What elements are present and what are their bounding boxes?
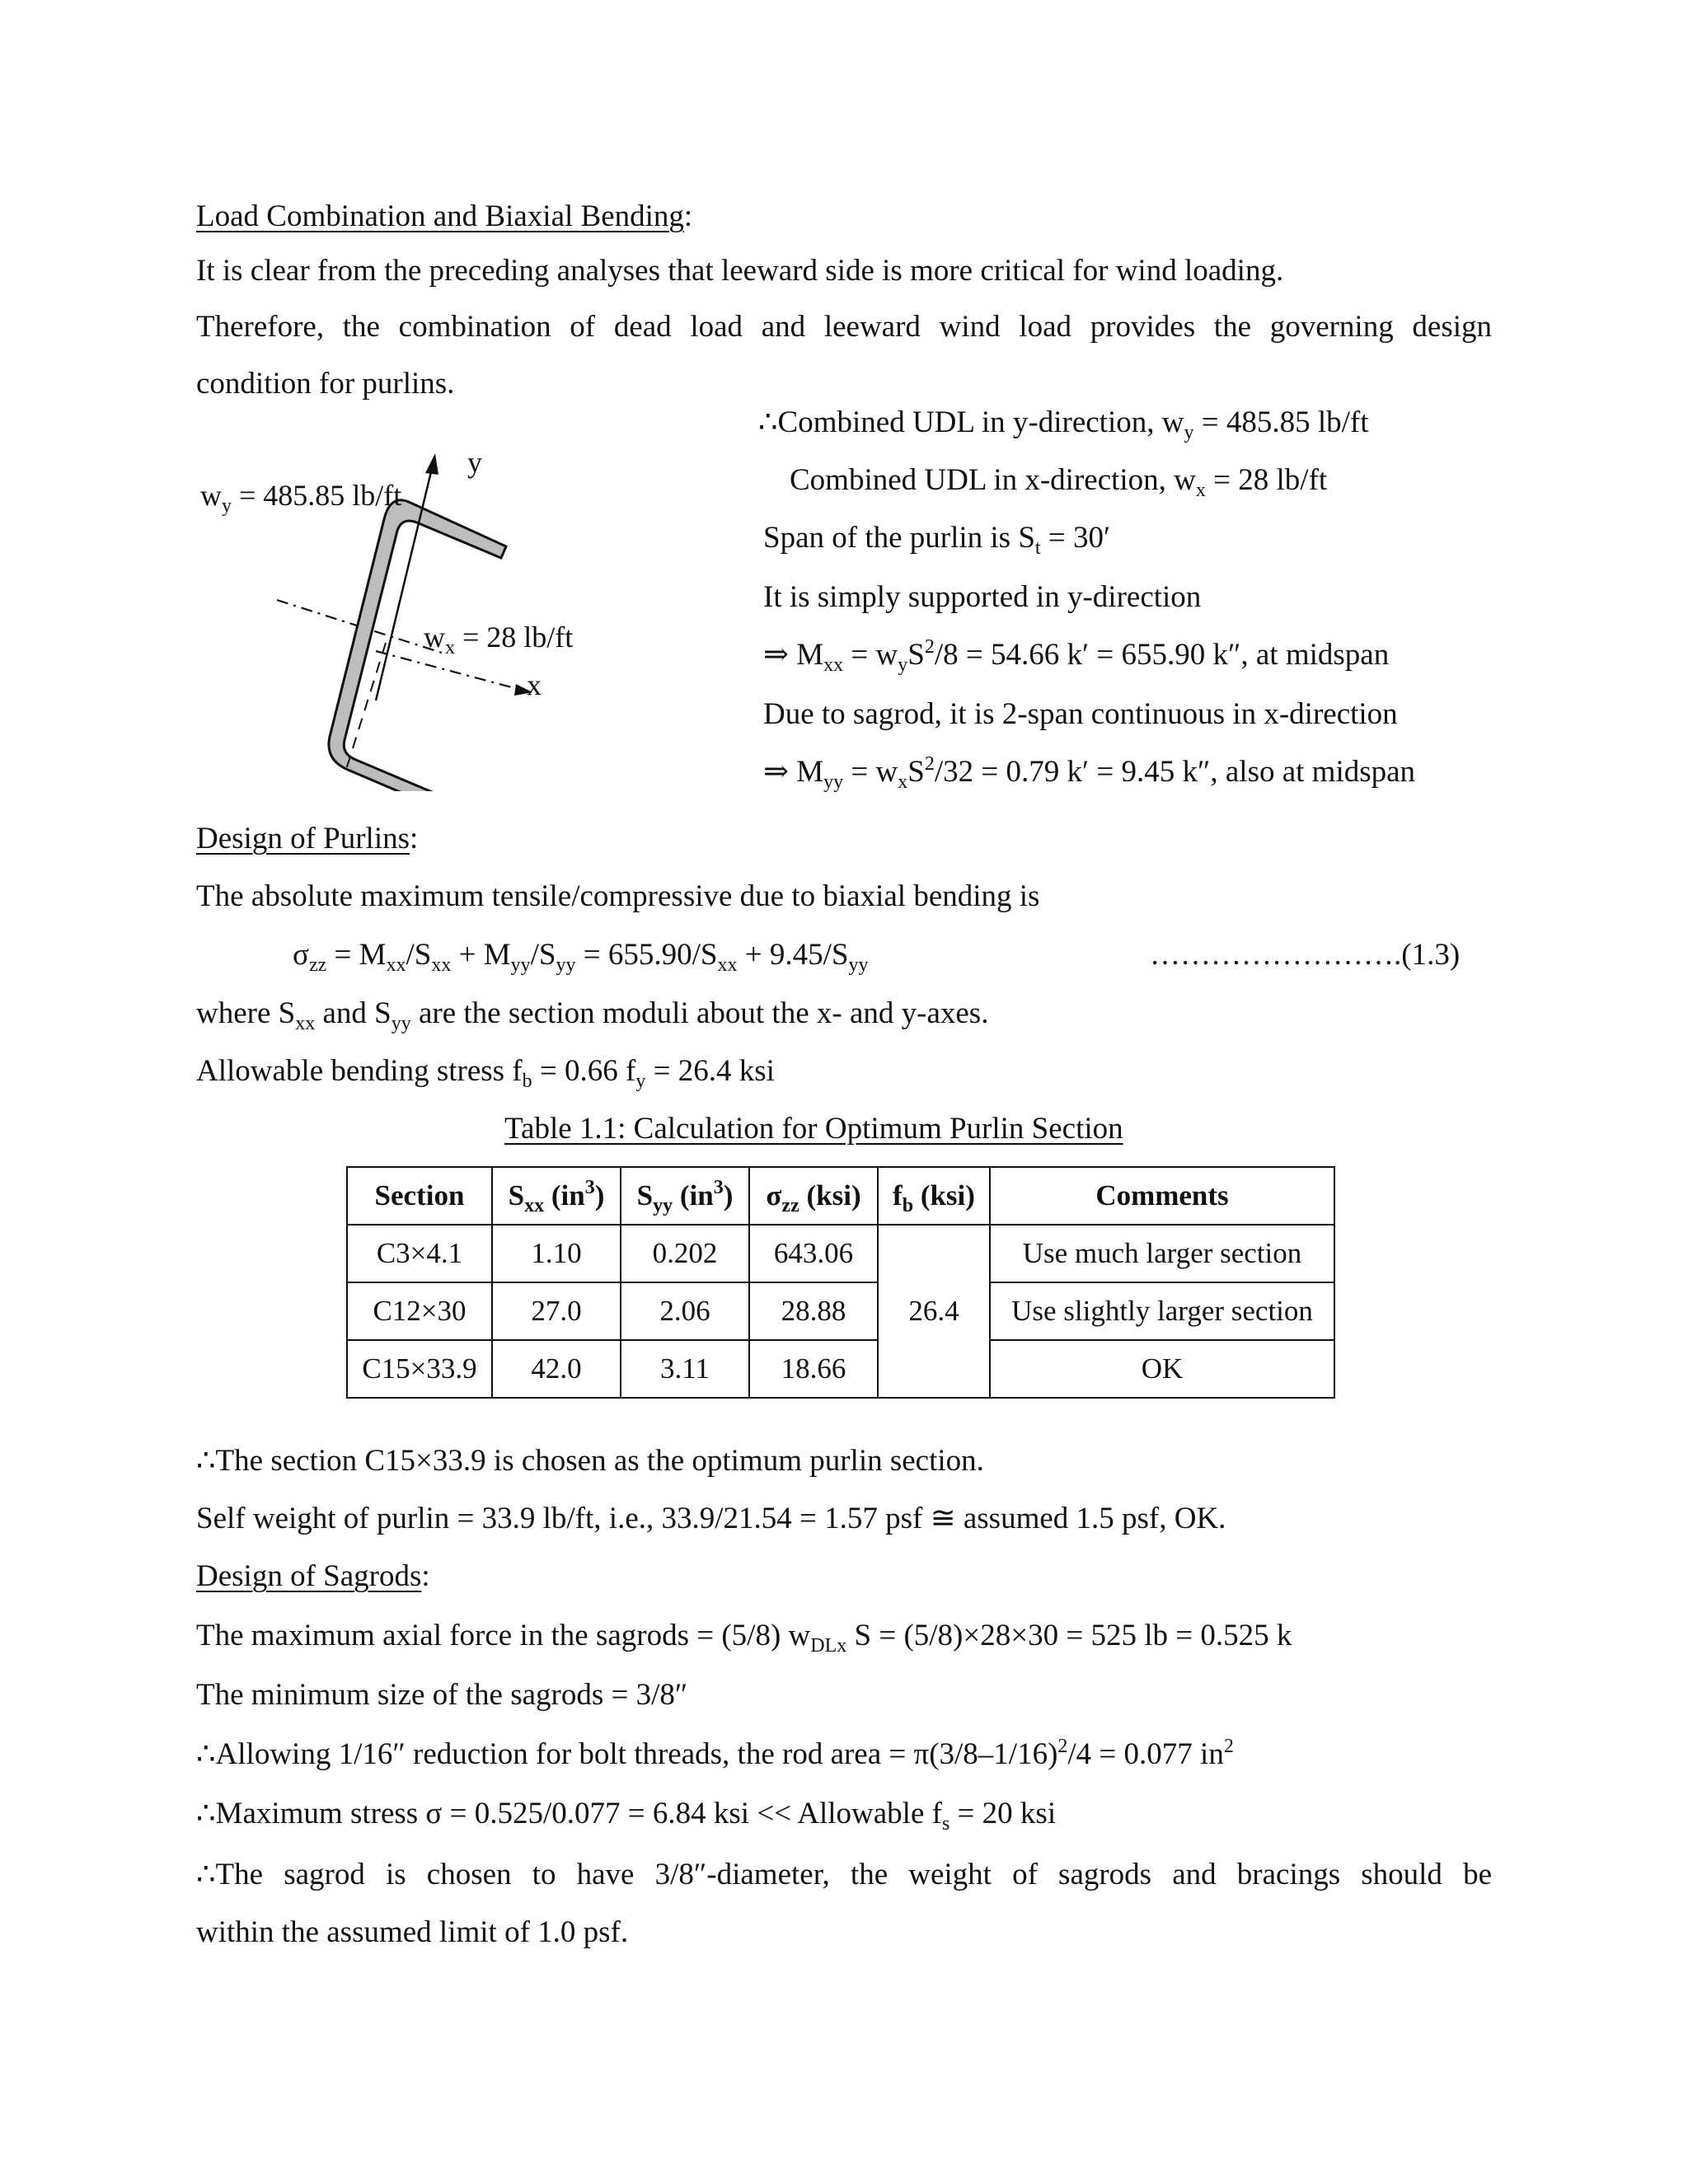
wx-label: $w_x = 28$ lb/ft: [424, 621, 574, 658]
allowable-stress-line: Allowable bending stress $f_b = 0.66$ $f_y = 26.4$ ksi: [196, 1054, 775, 1092]
header-syy: $S_{yy}$ $(in^3)$: [621, 1167, 749, 1225]
para-line-2: Therefore, the combination of dead load and leeward wind load provides the governing design: [196, 310, 1492, 344]
therefore-icon: ∴: [196, 1444, 216, 1478]
header-fb: $f_b$ (ksi): [878, 1167, 990, 1225]
cell-sigma: 18.66: [749, 1340, 878, 1398]
para-line-1: It is clear from the preceding analyses that leeward side is more critical for wind loading.: [196, 254, 1284, 288]
therefore-icon: ∴: [196, 1858, 216, 1891]
cell-comment: Use much larger section: [990, 1225, 1334, 1282]
cell-sigma: 643.06: [749, 1225, 878, 1282]
y-axis-label: y: [467, 446, 482, 479]
heading-load-combination: Load Combination and Biaxial Bending:: [196, 199, 693, 233]
simply-supported-line: It is simply supported in y-direction: [763, 580, 1202, 614]
rod-area-line: ∴Allowing 1/16″ reduction for bolt threads, the rod area = $\pi(3/8-1/16)^2/4 = 0.077$ $in^2$: [196, 1736, 1234, 1771]
header-section: Section: [347, 1167, 492, 1225]
implies-arrow-icon: ⇒: [763, 638, 790, 672]
span-line: Span of the purlin is $S_t = 30'$: [763, 521, 1111, 559]
cell-sxx: 1.10: [492, 1225, 621, 1282]
cell-syy: 2.06: [621, 1282, 749, 1340]
sagrod-chosen-line: ∴The sagrod is chosen to have 3/8″-diameter, the weight of sagrods and bracings should be: [196, 1858, 1492, 1891]
cell-fb: 26.4: [878, 1225, 990, 1398]
sigma-equation: $\sigma_{zz} = M_{xx}/S_{xx} + M_{yy}/S_{yy} = 655.90/S_{xx} + 9.45/S_{yy}$: [293, 938, 869, 976]
table-caption: Table 1.1: Calculation for Optimum Purlin Section: [504, 1112, 1123, 1146]
assumed-limit-line: within the assumed limit of 1.0 psf.: [196, 1915, 629, 1949]
para-line-3: condition for purlins.: [196, 367, 455, 401]
max-stress-line: ∴Maximum stress σ = 0.525/0.077 = 6.84 ksi << Allowable $f_s = 20$ ksi: [196, 1797, 1057, 1835]
table-header-row: [347, 1167, 1334, 1225]
header-comments: Comments: [990, 1167, 1334, 1225]
cell-comment: OK: [990, 1340, 1334, 1398]
cell-section: C15×33.9: [347, 1340, 492, 1398]
equation-number: …………………….(1.3): [1150, 938, 1461, 972]
table-row: [347, 1225, 1334, 1282]
therefore-icon: ∴: [196, 1737, 216, 1771]
cell-sxx: 27.0: [492, 1282, 621, 1340]
cell-section: C3×4.1: [347, 1225, 492, 1282]
abs-max-line: The absolute maximum tensile/compressive due to biaxial bending is: [196, 879, 1040, 913]
min-size-line: The minimum size of the sagrods = 3/8″: [196, 1678, 688, 1712]
mxx-line: ⇒ $M_{xx} = w_yS^2/8 = 54.66$ k′ = 655.90 k″, at midspan: [763, 636, 1390, 676]
cell-section: C12×30: [347, 1282, 492, 1340]
header-sigma: $\sigma_{zz}$ (ksi): [749, 1167, 878, 1225]
therefore-icon: ∴: [758, 405, 778, 439]
sagrod-continuous-line: Due to sagrod, it is 2-span continuous in x-direction: [763, 697, 1398, 731]
heading-design-purlins: Design of Purlins:: [196, 822, 419, 855]
cell-sxx: 42.0: [492, 1340, 621, 1398]
y-axis-arrowhead: [425, 453, 438, 475]
table-row: [347, 1282, 1334, 1340]
heading-design-sagrods: Design of Sagrods:: [196, 1559, 430, 1593]
combined-udl-y: ∴Combined UDL in y-direction, $w_y = 485.85$ lb/ft: [758, 405, 1369, 443]
cell-syy: 3.11: [621, 1340, 749, 1398]
self-weight-line: Self weight of purlin = 33.9 lb/ft, i.e., 33.9/21.54 = 1.57 psf ≅ assumed 1.5 psf, OK.: [196, 1502, 1226, 1535]
cell-syy: 0.202: [621, 1225, 749, 1282]
purlin-table: [346, 1166, 1335, 1399]
header-sxx: $S_{xx}$ $(in^3)$: [492, 1167, 621, 1225]
optimum-section-line: ∴The section C15×33.9 is chosen as the optimum purlin section.: [196, 1444, 984, 1478]
wy-label: $w_y = 485.85$ lb/ft: [200, 479, 402, 517]
section-moduli-line: where $S_{xx}$ and $S_{yy}$ are the section moduli about the x- and y-axes.: [196, 996, 989, 1034]
cell-comment: Use slightly larger section: [990, 1282, 1334, 1340]
cell-sigma: 28.88: [749, 1282, 878, 1340]
x-axis-label: x: [527, 668, 542, 701]
myy-line: ⇒ $M_{yy} = w_xS^2/32 = 0.79$ k′ = 9.45 k″, also at midspan: [763, 753, 1416, 793]
combined-udl-x: Combined UDL in x-direction, $w_x = 28$ lb/ft: [790, 463, 1328, 501]
axial-force-line: The maximum axial force in the sagrods = (5/8) $w_{DLx}$ S = (5/8)×28×30 = 525 lb = 0.525 k: [196, 1619, 1292, 1657]
table-row: [347, 1340, 1334, 1398]
therefore-icon: ∴: [196, 1797, 216, 1830]
implies-arrow-icon: ⇒: [763, 755, 790, 789]
